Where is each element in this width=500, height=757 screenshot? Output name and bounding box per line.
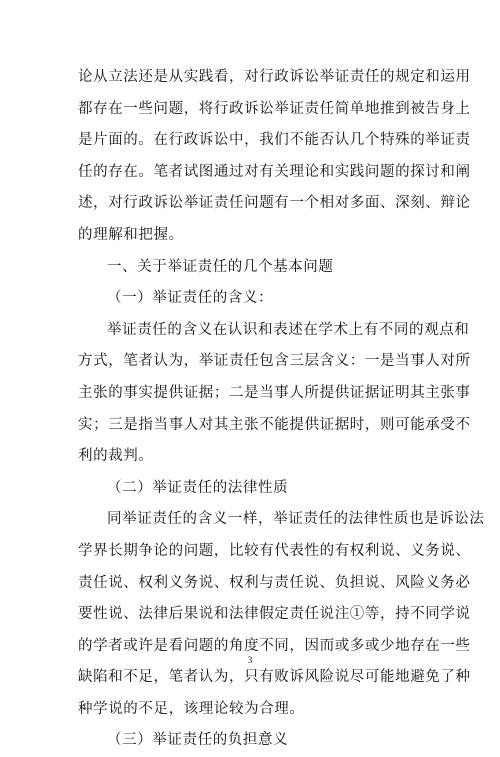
paragraph-line: 是片面的。在行政诉讼中，我们不能否认几个特殊的举证责 <box>78 132 471 149</box>
paragraph-line: 述，对行政诉讼举证责任问题有一个相对多面、深刻、辩论 <box>78 195 471 212</box>
paragraph-line: 举证责任的含义在认识和表述在学术上有不同的观点和 <box>107 321 470 338</box>
page-number: 3 <box>247 655 253 665</box>
paragraph-line: 论从立法还是从实践看，对行政诉讼举证责任的规定和运用 <box>78 69 471 85</box>
paragraph-line: 责任说、权利义务说、权利与责任说、负担说、风险义务必 <box>78 574 471 591</box>
subsection-heading: （二）举证责任的法律性质 <box>107 479 289 496</box>
paragraph-line: 的学者或许是看问题的角度不同，因而或多或少地存在一些 <box>78 637 471 654</box>
paragraph-line: 主张的事实提供证据；二是当事人所提供证据证明其主张事 <box>78 384 471 401</box>
paragraph-line: 同举证责任的含义一样，举证责任的法律性质也是诉讼法 <box>107 511 485 528</box>
paragraph-line: 任的存在。笔者试图通过对有关理论和实践问题的探讨和阐 <box>78 163 471 180</box>
paragraph-line: 学界长期争论的问题，比较有代表性的有权利说、义务说、 <box>78 542 471 559</box>
paragraph-line: 缺陷和不足，笔者认为，只有败诉风险说尽可能地避免了种 <box>78 669 471 686</box>
subsection-heading: （一）举证责任的含义： <box>107 290 274 307</box>
paragraph-line: 要性说、法律后果说和法律假定责任说注①等，持不同学说 <box>78 606 471 623</box>
paragraph-line: 都存在一些问题，将行政诉讼举证责任简单地推到被告身上 <box>78 100 471 117</box>
paragraph-line: 的理解和把握。 <box>78 226 184 243</box>
paragraph-line: 利的裁判。 <box>78 448 154 465</box>
body-text <box>78 62 485 757</box>
paragraph-line: 方式，笔者认为，举证责任包含三层含义：一是当事人对所 <box>78 353 471 370</box>
section-heading: 一、关于举证责任的几个基本问题 <box>107 258 334 275</box>
paragraph-line: 种学说的不足，该理论较为合理。 <box>78 700 305 717</box>
paragraph-line: 实；三是指当事人对其主张不能提供证据时，则可能承受不 <box>78 416 471 433</box>
subsection-heading: （三）举证责任的负担意义 <box>107 732 289 749</box>
